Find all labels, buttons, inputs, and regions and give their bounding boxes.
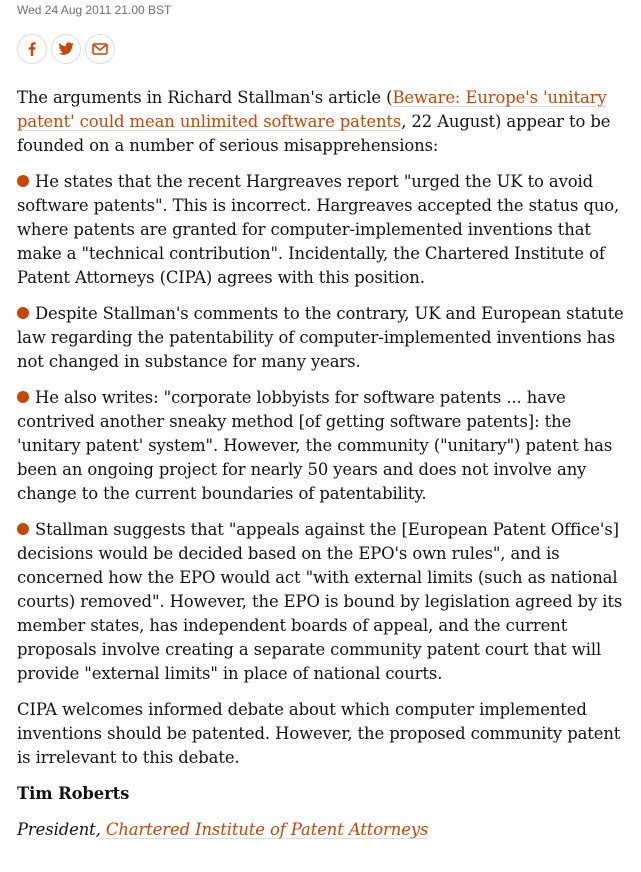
stallman-article-link[interactable]: Beware: Europe's 'unitary patent' could mean unlimited software patents [17, 88, 607, 131]
share-buttons [17, 34, 637, 66]
cipa-link[interactable]: Chartered Institute of Patent Attorneys [105, 820, 429, 839]
intro-text-end: , 22 August) appear to be founded on a number of serious misapprehensions: [17, 112, 611, 155]
intro-text-start: The arguments in Richard Stallman's article ( [17, 88, 393, 107]
bullet-text: He also writes: "corporate lobbyists for software patents ... have contrived another sneaky method [of getting software patents]: the 'unitary patent' system". However, the community ("unitary") patent has been an ongoing project for nearly 50 years and does not involve any change to the current boundaries of patentability. [17, 388, 613, 503]
bullet-text: Stallman suggests that "appeals against the [European Patent Office's] decisions would be decided based on the EPO's own rules", and is concerned how the EPO would act "with external limits (such as national courts) removed". However, the EPO is bound by legislation agreed by its member states, has independent boards of appeal, and the current proposals involve creating a separate community patent court that will provide "external limits" in place of national courts. [17, 520, 623, 683]
email-icon [92, 43, 108, 55]
bullet-dot-icon [17, 307, 29, 319]
bullet-dot-icon [17, 523, 29, 535]
facebook-icon [25, 42, 39, 56]
author-role [17, 818, 637, 842]
closing-paragraph: CIPA welcomes informed debate about which computer implemented inventions should be patented. However, the proposed community patent is irrelevant to this debate. [17, 700, 621, 767]
author-name: Tim Roberts [17, 784, 130, 803]
twitter-icon [58, 42, 74, 56]
bullet-text: Despite Stallman's comments to the contrary, UK and European statute law regarding the patentability of computer-implemented inventions has not changed in substance for many years. [17, 304, 624, 371]
article-dateline: Wed 24 Aug 2011 21.00 BST [17, 3, 172, 17]
bullet-paragraph-1 [17, 170, 637, 290]
bullet-paragraph-2 [17, 302, 637, 374]
bullet-dot-icon [17, 175, 29, 187]
share-facebook-button[interactable] [17, 34, 47, 64]
intro-paragraph [17, 86, 637, 158]
article-page [17, 0, 637, 854]
article-body [17, 86, 637, 842]
bullet-dot-icon [17, 391, 29, 403]
bullet-text: He states that the recent Hargreaves report "urged the UK to avoid software patents". This is incorrect. Hargreaves accepted the status quo, where patents are granted for computer-implemented inventions that make a "technical contribution". Incidentally, the Chartered Institute of Patent Attorneys (CIPA) agrees with this position. [17, 172, 620, 287]
author-role-prefix: President, [17, 820, 106, 839]
share-email-button[interactable] [85, 34, 115, 64]
bullet-paragraph-4 [17, 518, 637, 686]
share-twitter-button[interactable] [51, 34, 81, 64]
bullet-paragraph-3 [17, 386, 637, 506]
